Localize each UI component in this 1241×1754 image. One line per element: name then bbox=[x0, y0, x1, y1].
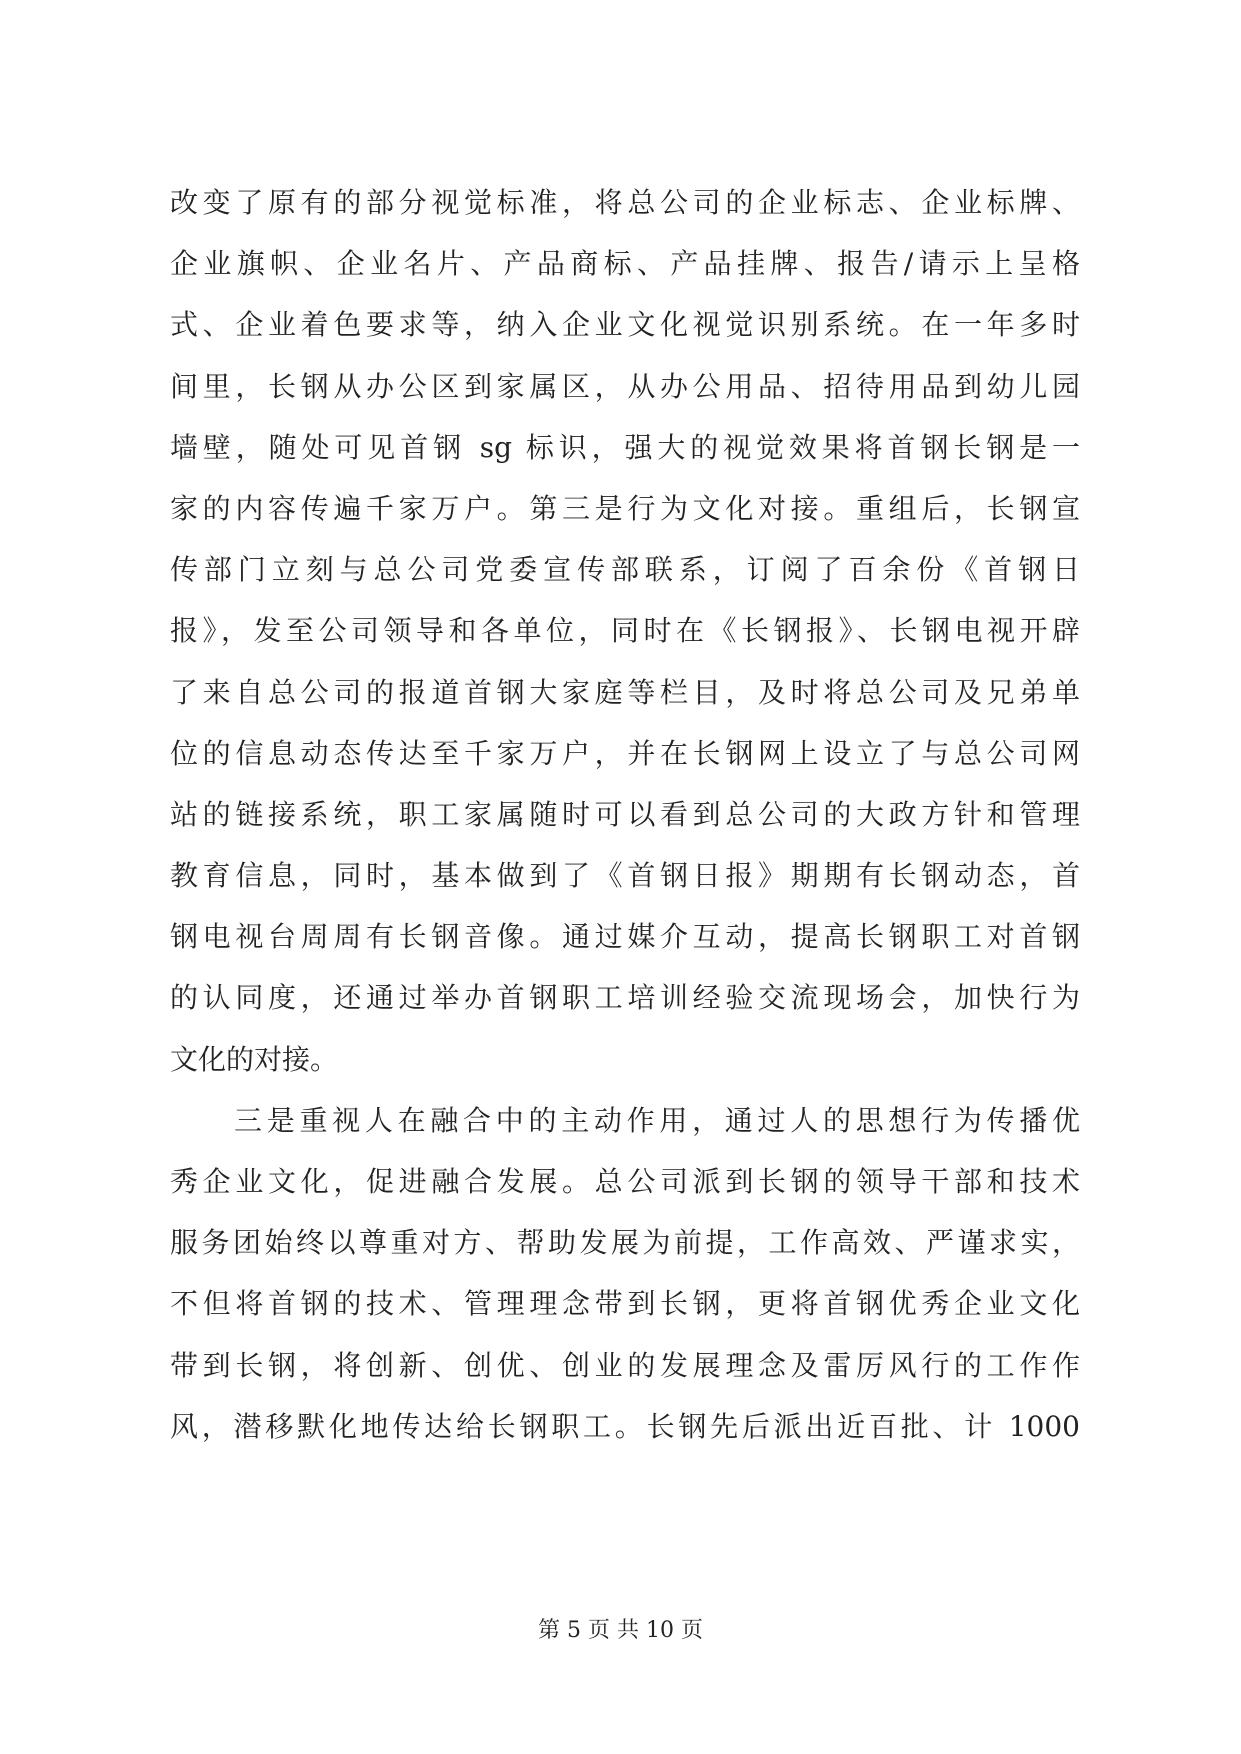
text-line: 位的信息动态传达至千家万户，并在长钢网上设立了与总公司网 bbox=[170, 736, 1080, 770]
text-line: 带到长钢，将创新、创优、创业的发展理念及雷厉风行的工作作 bbox=[170, 1348, 1080, 1382]
text-line: 间里，长钢从办公区到家属区，从办公用品、招待用品到幼儿园 bbox=[170, 369, 1080, 403]
page-number-footer: 第 5 页 共 10 页 bbox=[538, 1618, 703, 1643]
paragraph-start-line: 三是重视人在融合中的主动作用，通过人的思想行为传播优 bbox=[234, 1103, 1080, 1137]
text-line: 不但将首钢的技术、管理理念带到长钢，更将首钢优秀企业文化 bbox=[170, 1287, 1080, 1321]
text-line: 墙壁，随处可见首钢 sg 标识，强大的视觉效果将首钢长钢是一 bbox=[170, 430, 1080, 464]
text-line: 式、企业着色要求等，纳入企业文化视觉识别系统。在一年多时 bbox=[170, 308, 1080, 342]
text-line: 服务团始终以尊重对方、帮助发展为前提，工作高效、严谨求实， bbox=[170, 1226, 1080, 1260]
text-line: 报》，发至公司领导和各单位，同时在《长钢报》、长钢电视开辟 bbox=[170, 614, 1080, 648]
text-line: 风，潜移默化地传达给长钢职工。长钢先后派出近百批、计 1000 bbox=[170, 1409, 1080, 1443]
text-line: 站的链接系统，职工家属随时可以看到总公司的大政方针和管理 bbox=[170, 797, 1080, 831]
text-line: 了来自总公司的报道首钢大家庭等栏目，及时将总公司及兄弟单 bbox=[170, 675, 1080, 709]
text-line: 教育信息，同时，基本做到了《首钢日报》期期有长钢动态，首 bbox=[170, 859, 1080, 893]
text-line: 传部门立刻与总公司党委宣传部联系，订阅了百余份《首钢日 bbox=[170, 553, 1080, 587]
text-line: 的认同度，还通过举办首钢职工培训经验交流现场会，加快行为 bbox=[170, 981, 1080, 1015]
text-line: 家的内容传遍千家万户。第三是行为文化对接。重组后，长钢宣 bbox=[170, 491, 1080, 525]
text-line: 钢电视台周周有长钢音像。通过媒介互动，提高长钢职工对首钢 bbox=[170, 920, 1080, 954]
text-line: 秀企业文化，促进融合发展。总公司派到长钢的领导干部和技术 bbox=[170, 1165, 1080, 1198]
text-line: 改变了原有的部分视觉标准，将总公司的企业标志、企业标牌、 bbox=[170, 186, 1080, 219]
text-line: 文化的对接。 bbox=[170, 1042, 339, 1076]
body-text bbox=[170, 172, 1080, 1457]
text-line: 企业旗帜、企业名片、产品商标、产品挂牌、报告/请示上呈格 bbox=[170, 247, 1080, 281]
